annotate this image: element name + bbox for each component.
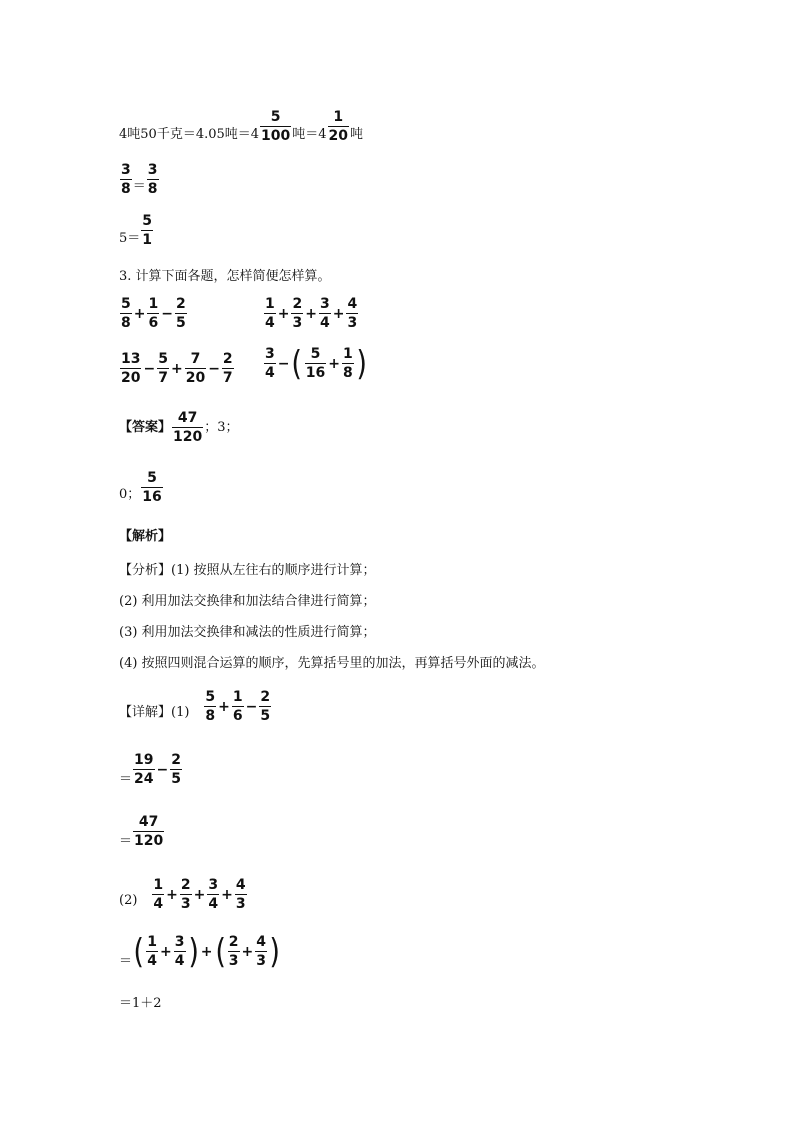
fraction: $\frac{1}{4}$ (153, 877, 164, 912)
step-1 (119, 753, 183, 786)
fraction: $\frac{47}{120}$ (134, 814, 164, 849)
plus-sign: + (328, 356, 340, 372)
plus-sign: + (218, 699, 230, 715)
plus-sign: + (241, 944, 254, 960)
fraction: $\frac{4}{3}$ (235, 877, 246, 912)
minus-sign: − (161, 306, 173, 322)
fraction: $\frac{47}{120}$ (173, 410, 203, 445)
text: 4吨50千克＝4.05吨＝4 (119, 127, 260, 142)
equals-sign: ＝ (132, 179, 146, 194)
fraction: $\frac{1}{20}$ (328, 109, 349, 144)
fraction: $\frac{3}{8}$ (121, 162, 131, 197)
equals-sign: ＝ (119, 834, 133, 849)
fraction: $\frac{3}{8}$ (147, 162, 158, 197)
analysis-3: (3) 利用加法交换律和减法的性质进行简算； (119, 625, 376, 640)
fraction: $\frac{2}{5}$ (175, 296, 186, 331)
fraction: $\frac{5}{7}$ (158, 351, 168, 386)
fraction: $\frac{5}{16}$ (305, 346, 326, 381)
analysis-heading: 【解析】 (119, 529, 172, 544)
analysis-4: (4) 按照四则混合运算的顺序，先算括号里的加法，再算括号外面的减法。 (119, 656, 545, 671)
fraction: $\frac{5}{1}$ (142, 213, 153, 248)
analysis-1: 【分析】(1) 按照从左往右的顺序进行计算； (119, 563, 376, 578)
fraction: $\frac{2}{3}$ (228, 934, 239, 969)
left-parenthesis: ( (214, 932, 226, 973)
conversion-line-1 (119, 110, 363, 143)
problem-1 (119, 297, 188, 330)
answer-label: 【答案】 (119, 420, 172, 435)
fraction: $\frac{3}{4}$ (319, 296, 330, 331)
plus-sign: + (193, 887, 206, 903)
text: 0； (119, 487, 141, 502)
plus-sign: + (200, 944, 213, 960)
step-3 (119, 932, 281, 973)
step-4: ＝1＋2 (119, 996, 162, 1011)
minus-sign: − (143, 361, 156, 377)
fraction: $\frac{2}{3}$ (180, 877, 191, 912)
problem-4 (263, 344, 368, 385)
problem-3 (119, 352, 235, 385)
text: 吨 (350, 127, 364, 142)
fraction: $\frac{5}{8}$ (121, 296, 131, 331)
detail-2 (119, 878, 248, 911)
text: 5＝ (119, 231, 141, 246)
left-parenthesis: ( (291, 344, 303, 385)
fraction: $\frac{1}{6}$ (148, 296, 159, 331)
fraction: $\frac{1}{8}$ (342, 346, 353, 381)
question-3-heading: 3. 计算下面各题，怎样简便怎样算。 (119, 269, 331, 284)
fraction: $\frac{1}{4}$ (147, 934, 158, 969)
answer-line (119, 411, 239, 444)
fraction: $\frac{13}{20}$ (121, 351, 141, 386)
fraction: $\frac{4}{3}$ (256, 934, 267, 969)
fraction: $\frac{5}{100}$ (261, 109, 291, 144)
equals-sign: ＝ (119, 954, 133, 969)
fraction: $\frac{2}{5}$ (171, 752, 181, 787)
plus-sign: + (332, 306, 345, 322)
left-parenthesis: ( (133, 932, 144, 973)
minus-sign: − (208, 361, 220, 377)
fraction: $\frac{2}{3}$ (292, 296, 303, 331)
plus-sign: + (170, 361, 183, 377)
fraction: $\frac{19}{24}$ (134, 752, 154, 787)
right-parenthesis: ) (187, 932, 199, 973)
detail-label: (2) (119, 893, 138, 908)
problem-2 (263, 297, 359, 330)
minus-sign: − (245, 699, 258, 715)
plus-sign: + (160, 944, 172, 960)
answer-line-2 (119, 471, 164, 504)
step-2 (119, 815, 165, 848)
minus-sign: − (277, 356, 290, 372)
detail-1 (119, 690, 272, 723)
fraction: $\frac{2}{7}$ (222, 351, 233, 386)
fraction: $\frac{3}{4}$ (174, 934, 185, 969)
plus-sign: + (305, 306, 317, 322)
plus-sign: + (133, 306, 146, 322)
fraction: $\frac{5}{8}$ (205, 689, 216, 724)
fraction: $\frac{7}{20}$ (185, 351, 206, 386)
text: 吨＝4 (292, 127, 327, 142)
equation-line-3 (119, 214, 154, 247)
fraction: $\frac{1}{4}$ (265, 296, 275, 331)
fraction: $\frac{5}{16}$ (142, 470, 162, 505)
minus-sign: − (156, 762, 169, 778)
equation-line-2 (119, 163, 160, 196)
text: ；3； (204, 420, 239, 435)
fraction: $\frac{2}{5}$ (260, 689, 271, 724)
plus-sign: + (166, 887, 178, 903)
analysis-2: (2) 利用加法交换律和加法结合律进行简算； (119, 594, 376, 609)
detail-label: 【详解】(1) (119, 705, 190, 720)
fraction: $\frac{3}{4}$ (265, 346, 275, 381)
right-parenthesis: ) (356, 344, 367, 385)
fraction: $\frac{1}{6}$ (232, 689, 243, 724)
equals-sign: ＝ (119, 772, 133, 787)
plus-sign: + (221, 887, 233, 903)
plus-sign: + (277, 306, 290, 322)
fraction: $\frac{4}{3}$ (347, 296, 358, 331)
fraction: $\frac{3}{4}$ (208, 877, 219, 912)
right-parenthesis: ) (269, 932, 280, 973)
